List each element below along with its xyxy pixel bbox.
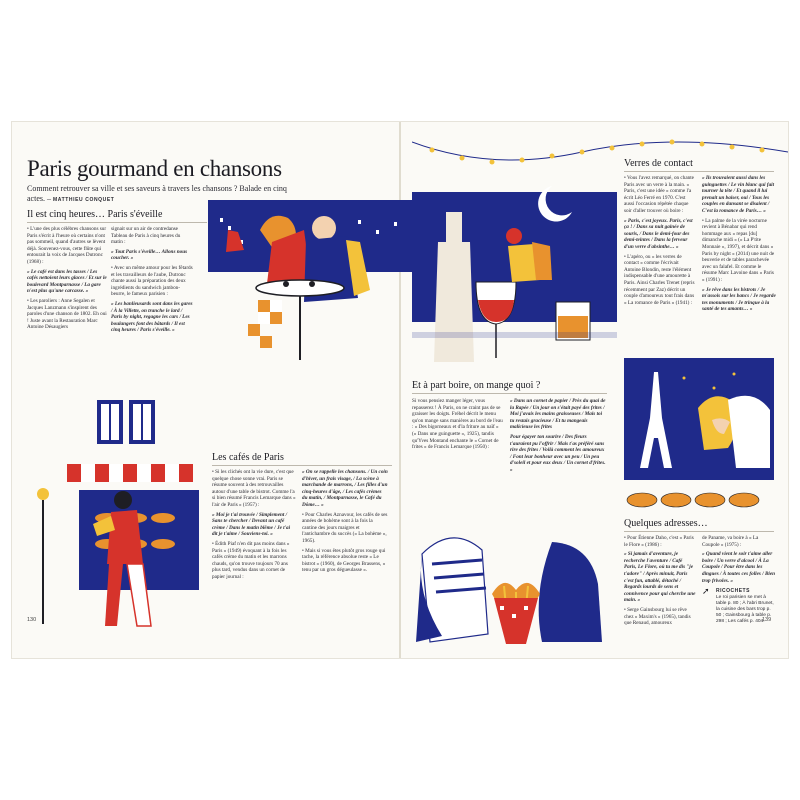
quote: « Si jamais d'aventure, je recherche l'aventure / Café Paris, Le Flore, où tu me dis "je t'adore" / Après minuit, Paris c'est fun, attablé, détaché / Regards lourds de sens et connivence pour qui cherche une main. »	[624, 551, 696, 604]
paragraph: • Si les clichés ont la vie dure, c'est que quelque chose sonne vrai. Paris se résume souvent à des retrouvailles autour d'une table de bistrot. Comme l'a si bien résumé Francis Lemarque dans « l'air de Paris » (1957) :	[212, 469, 296, 508]
magazine-spread	[12, 122, 788, 658]
intro-text	[27, 184, 287, 205]
arrow-icon: ➚	[702, 586, 710, 597]
page-title: Paris gourmand en chansons	[27, 156, 282, 181]
a-part-boire-col2	[510, 398, 606, 477]
eiffel-kiss-illustration	[624, 358, 774, 480]
paragraph: • Pour Charles Aznavour, les cafés de ses années de bohème sont à la fois la cantine des jours maigres et l'antichambre du succès (« La bohème », 1965).	[302, 511, 388, 544]
intro-lede: Comment retrouver sa ville et ses saveurs à travers les chansons ? Balade en cinq actes. –	[27, 184, 287, 203]
paragraph: • Pour Étienne Daho, c'est « Paris le Flore » (1986) :	[624, 535, 694, 548]
a-part-boire-col1	[412, 398, 504, 454]
quote: « On se rappelle les chansons. / Un coin d'hiver, un frais visage, / La scène à marchande de marrons, / Les filles d'un cinq-heures d'âge, / Les cafés crèmes du matin, / Montparnasse, le Café du Dôme… »	[302, 469, 388, 508]
paragraph: • L'apéro, ou « les verres de contact » comme l'écrivait Antoine Blondin, reste l'élément indispensable d'une amourette à Paris. Ainsi Charles Trenet (repris récemment par Zaz) décrit un couple d'amoureux tout frais dans « La romance de Paris » (1941) :	[624, 253, 695, 306]
heading-cinq-heures: Il est cinq heures… Paris s'éveille	[27, 209, 163, 220]
quote: « Quand vient le soir t'aime aller boire / Un verre d'alcool / À La Coupole / Pour être dans les dingues / À toutes ces folles / Bien trop frivoles. »	[702, 551, 776, 584]
divider	[212, 465, 392, 466]
ricochets-label: RICOCHETS	[716, 588, 750, 595]
divider	[624, 531, 774, 532]
adresses-col1	[624, 535, 696, 630]
cafe-front-illustration	[27, 394, 207, 634]
verres-col1	[624, 175, 696, 309]
paragraph: • Mais si vous êtes plutôt gros rouge qui tache, la référence absolue reste « Le bistrot » (1960), de Georges Brassens, « tenu par un gros dégueulasse ».	[302, 547, 386, 574]
quote: « Je rêve dans les bistrots / Je m'assois sur les bancs / Je regarde tes monuments / Je trinque à la santé de tes amants… »	[702, 286, 776, 313]
heading-cafes: Les cafés de Paris	[212, 452, 284, 463]
quote: « Ils trouvaient aussi dans les guinguettes / Le vin blanc qui fait tourner la tête / Et quand il lui prenait un baiser, oui / Tous les couples en dansant se disaient / C'est la romance de Paris… »	[702, 175, 775, 214]
fries-illustration	[412, 524, 607, 649]
cinq-heures-col2	[111, 226, 193, 337]
cinq-heures-col1	[27, 226, 107, 334]
quote: « Les banlieusards sont dans les gares / À la Villette, on tranche le lard / Paris by night, regagne les cars / Les boulangers font des bâtards / Il est cinq heures / Paris s'éveille. »	[111, 300, 193, 334]
paragraph: de Paname, va boire à « La Coupole » (1975) :	[702, 535, 759, 548]
divider	[412, 393, 607, 394]
divider	[624, 171, 774, 172]
paragraph: • Édith Piaf n'en dit pas moins dans « Paris » (1949) évoquant à la fois les cafés crème du matin et les marrons chauds, qu'on trouve toujours 70 ans plus tard, vendus dans un cornet de papier journal :	[212, 540, 290, 580]
bread-illustration	[624, 482, 774, 516]
heading-adresses: Quelques adresses…	[624, 518, 708, 529]
cafes-col2	[302, 469, 388, 577]
folio-right: 139	[762, 617, 772, 623]
folio-left: 130	[27, 617, 37, 623]
divider	[27, 222, 207, 223]
paragraph: • L'une des plus célèbres chansons sur Paris s'écrit à l'heure où certains n'ont pas sommeil, quand d'autres se lèvent déjà. Souvenez-vous, cette flûte qui entourait la voix de Jacques Dutronc (1968) :	[27, 226, 107, 265]
wine-table-illustration	[412, 162, 617, 372]
quote: « Moi je t'ai trouvée / Simplement / Sans te chercher / Devant un café crème / Dans le matin blême / Je t'ai dit je t'aime / Souviens-toi. »	[212, 511, 291, 538]
quote: Pour égayer ton sourire / Des fleurs t'auraient pu l'offrir / Mais t'as préféré sans rire des frites / Voilà comment les amoureux / Font leur bonheur avec un peu / Un peu d'soleil et pour eux deux / Un cornet d'frites. »	[510, 433, 606, 473]
paragraph: • La palme de la virée nocturne revient à Bénabar qui rend hommage aux « repas [du] dimanche midi » (« La P'tite Monnaie », 1997), et décrit dans « Paris by night » (2014) une nuit de beuverie et de tables parachevée avec un falafel. Et comme le résume Marc Lavoine dans « Paris » (1991) :	[702, 217, 775, 283]
cafes-col1	[212, 469, 296, 584]
verres-col2	[702, 175, 776, 316]
paragraph: • Avec un même amour pour les fêtards et les travailleurs de l'aube, Dutronc chante aussi la préparation des deux ingrédients du sandwich jambon-beurre, le fameux parisien :	[111, 264, 193, 298]
heading-a-part-boire: Et à part boire, on mange quoi ?	[412, 380, 541, 391]
heading-verres: Verres de contact	[624, 158, 693, 169]
ricochets-text: Le roi parisien se met à table p. 80 ; À l'abri Brunet, la cuisine des bars trop p. 50 ; Gainsbourg à table p. 298 ; Les cafés p. 404.	[716, 594, 774, 624]
paragraph: • Serge Gainsbourg lui se rêve chez « Maxim's » (1965), tandis que Renaud, amoureux	[624, 606, 691, 627]
paragraph: • Les paroliers : Anne Segalen et Jacques Lanzmann s'inspirent des paroles d'une chanson de 1802. Eh oui ! Juste avant la Restauration Marc Antoine Désaugiers	[27, 297, 107, 331]
quote: « Tout Paris s'éveille… Allons nous coucher. »	[111, 248, 188, 262]
paragraph: signait sur un air de contredanse Tableau de Paris à cinq heures du matin :	[111, 226, 181, 246]
quote: « Paris, c'est joyeux. Paris, c'est ça ! / Dans sa nuit gainée de souris, / Dans le demi-four des demi-teintes / Dans la ferveur d'un verre d'absinthe… »	[624, 217, 693, 250]
paragraph: Si vous pensiez manger léger, vous repasserez ! À Paris, on ne craint pas de se graisser les doigts. Fréhel décrit le menu qu'on mange sans manières au bord de l'eau : « Des bigorneaux et d'la friture au naïf » (« Dans une guinguette », 1925), tandis qu'Yves Montand enchante le « Cornet de frites » de Francis Lemarque (1950) :	[412, 398, 503, 451]
quote: « Le café est dans les tasses / Les cafés nettoient leurs glaces / Et sur le boulevard Montparnasse / La gare n'est plus qu'une carcasse. »	[27, 268, 107, 295]
quote: « Dans un cornet de papier / Près du quai de la Rapée / Un jour on s'était payé des frites / Moi j'avais les mains graisseuses / Mais toi tu restais gracieuse / Et tu mangeais malicieuse les frites	[510, 398, 606, 431]
adresses-col2	[702, 535, 776, 625]
paragraph: • Vous l'avez remarqué, on chante Paris avec un verre à la main. « Paris, c'est une idée » comme l'a écrit Léo Ferré en 1970. C'est aussi l'occasion répétée chaque soir d'aller trouver où boire :	[624, 175, 694, 214]
author-name: MATTHIEU CONQUET	[53, 197, 115, 203]
